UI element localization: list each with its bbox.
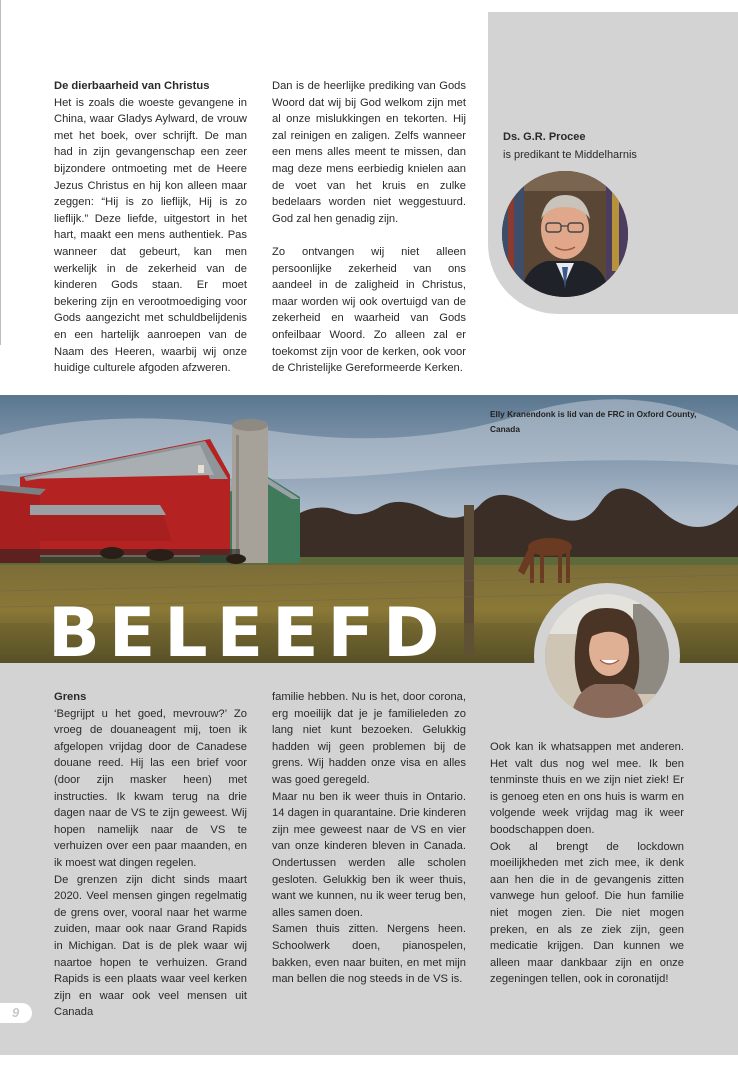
section-heading: Grens — [54, 691, 87, 703]
body-text: Ook kan ik whatsappen met anderen. Het valt dus nog wel mee. Ik ben tenminste thuis en we zijn niet ziek! Er is genoeg eten en ons huis is warm en volgende week vrijdag mag ik weer boodschappen doen. — [490, 741, 684, 836]
body-text: ‘Begrijpt u het goed, mevrouw?’ Zo vroeg de douaneagent mij, toen ik afgelopen vrijdag door de Canadese douane reed. Hij las een brief voor (door zijn masker heen) met instructies. Ik kwam terug na drie dagen naar de VS te zijn geweest. Wij hopen namelijk naar de VS te verhuizen over een paar maanden, en ik moest wat dingen regelen. — [54, 707, 247, 869]
author-portrait — [502, 171, 628, 297]
photo-caption: Elly Kranendonk is lid van de FRC in Oxford County, Canada — [490, 409, 697, 434]
body-text: Ook al brengt de lockdown moeilijkheden met zich mee, ik denk aan hen die in de gevangenis zitten vanwege hun geloof. Die hun familie niet mogen zien. Die niet mogen preken, en als ze ziek zijn, geen medicatie krijgen. Dan kunnen we alleen maar dankbaar zijn en onze zegeningen tellen, ook in coronatijd! — [490, 840, 684, 986]
left-margin-rule — [0, 0, 1, 345]
bottom-column-1 — [54, 689, 247, 1021]
bottom-column-3 — [490, 739, 684, 988]
top-column-2 — [272, 78, 466, 377]
author-portrait — [545, 594, 669, 718]
section-heading: De dierbaarheid van Christus — [54, 80, 210, 92]
body-text: Samen thuis zitten. Nergens heen. Schoolwerk doen, pianospelen, bakken, even naar buiten, en met mijn man bellen die nog steeds in de VS is. — [272, 923, 466, 986]
body-text: Dan is de heerlijke prediking van Gods Woord dat wij bij God welkom zijn met al onze mislukkingen en tekorten. Hij zal reinigen en zaligen. Zelfs wanneer een mens alles meent te missen, dan mag deze mens eerbiedig knielen aan de voet van het kruis en zulke bedelaars worden niet weggestuurd. God zal hen genadig zijn. — [272, 80, 466, 225]
page-number: 9 — [12, 1005, 20, 1020]
body-text: Maar nu ben ik weer thuis in Ontario. 14 dagen in quarantaine. Drie kinderen zijn mee geweest naar de VS en vier van onze kinderen bleven in Canada. Ondertussen werden alle scholen gesloten. Gelukkig ben ik weer thuis, want we kunnen, nu ik weer terug ben, alles samen doen. — [272, 790, 466, 919]
top-column-1 — [54, 78, 247, 377]
body-text: Het is zoals die woeste gevangene in China, waar Gladys Aylward, de vrouw met het boek, over schrijft. De man had in zijn gevangenschap een zeer bijzondere ontmoeting met de Heere Jezus Christus en hij kon alleen maar zeggen: “Hij is zo lieflijk, Hij is zo lieflijk.” Deze liefde, uitgestort in het hart, maakt een mens authentiek. Pas wanneer dat gebeurt, kan men werkelijk in de zekerheid van de kinderen Gods staan. Er moet bekering zijn en verootmoediging voor Gods aangezicht met schuldbelijdenis en een hartelijk aanroepen van de Naam des Heeren, waarbij wij onze huidige culturele afgoden afzweren. — [54, 96, 247, 375]
feature-title: BELEEFD — [48, 600, 449, 662]
bottom-column-2 — [272, 689, 466, 988]
author-role: is predikant te Middelharnis — [503, 149, 637, 161]
body-text: Zo ontvangen wij niet alleen persoonlijke zekerheid van ons aandeel in de zaligheid in Christus, maar worden wij ook overtuigd van de zekerheid en waarheid van Gods onfeilbaar Woord. Zo alleen zal er toekomst zijn voor de kerken, ook voor de Christelijke Gereformeerde Kerken. — [272, 245, 466, 375]
body-text: familie hebben. Nu is het, door corona, erg moeilijk dat je je familieleden zo lang niet kunt bezoeken. Gelukkig hadden wij geen problemen bij de grens. Wij hadden onze visa en alles was goed geregeld. — [272, 691, 466, 786]
author-name: Ds. G.R. Procee — [503, 131, 586, 143]
body-text: De grenzen zijn dicht sinds maart 2020. Veel mensen gingen regelmatig de grens over, vooral naar het warme zuiden, maar ook naar Grand Rapids in Michigan. Dat is de plek waar wij naartoe hopen te verhuizen. Grand Rapids is een plaats waar veel kerken zijn en waar ook veel mensen uit Canada — [54, 873, 247, 1019]
